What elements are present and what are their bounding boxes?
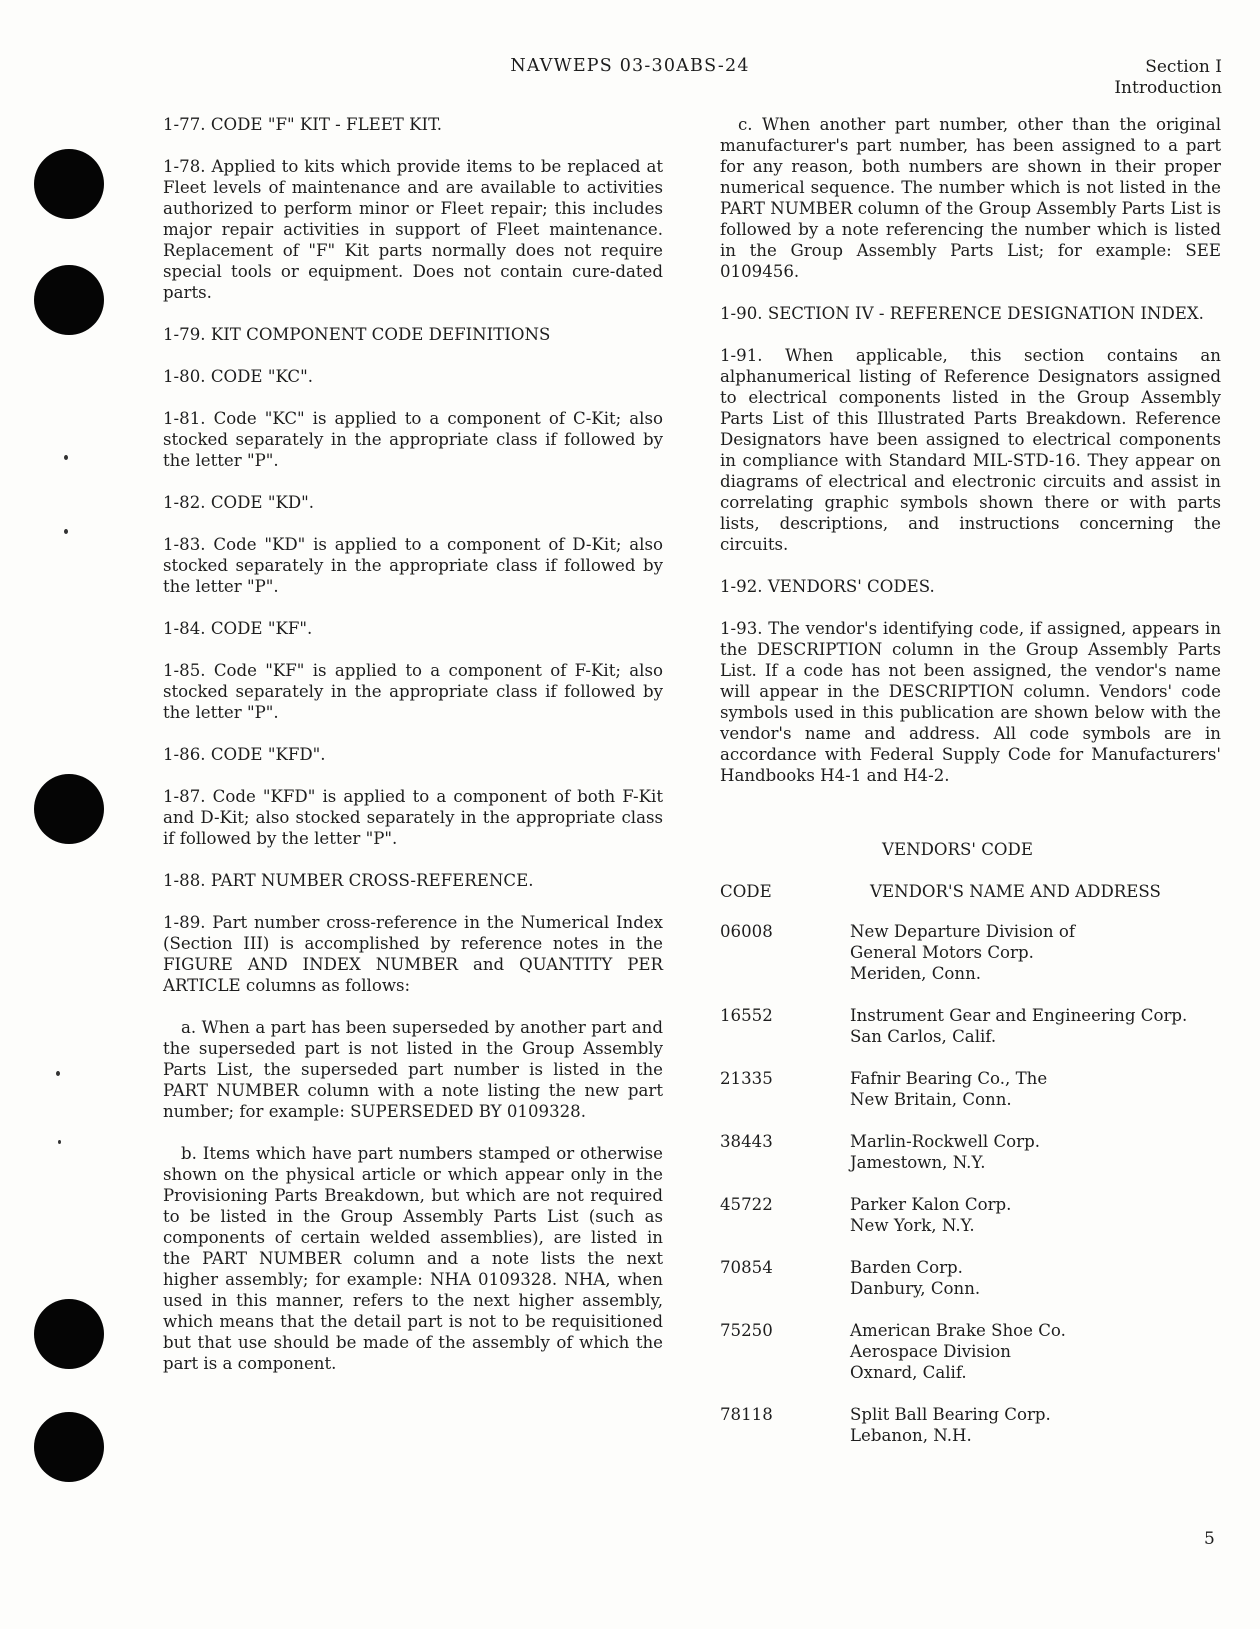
vendor-code: 21335 bbox=[720, 1069, 773, 1088]
vendor-code: 70854 bbox=[720, 1258, 773, 1277]
vendor-name-address bbox=[850, 1320, 1221, 1404]
table-row bbox=[720, 1131, 1221, 1194]
paragraph-1-89: 1-89. Part number cross-reference in the Numerical Index (Section III) is accomplished by reference notes in the FIGURE AND INDEX NUMBER and QUANTITY PER ARTICLE columns as follows: bbox=[163, 913, 663, 995]
table-row bbox=[720, 921, 1221, 1005]
paragraph-1-93: 1-93. The vendor's identifying code, if assigned, appears in the DESCRIPTION column in the Group Assembly Parts List. If a code has not been assigned, the vendor's name will appear in the DESCRIPTION column. Vendors' code symbols used in this publication are shown below with the vendor's name and address. All code symbols are in accordance with Federal Supply Code for Manufacturers' Handbooks H4-1 and H4-2. bbox=[720, 619, 1221, 785]
paragraph-1-83: 1-83. Code "KD" is applied to a component of D-Kit; also stocked separately in the appropriate class if followed by the letter "P". bbox=[163, 535, 663, 596]
table-row bbox=[720, 1320, 1221, 1404]
vendor-address-line: Lebanon, N.H. bbox=[850, 1426, 972, 1445]
binder-hole bbox=[34, 774, 104, 844]
column-header-name: VENDOR'S NAME AND ADDRESS bbox=[870, 882, 1161, 901]
section-header bbox=[1114, 57, 1222, 99]
vendors-table-title: VENDORS' CODE bbox=[882, 840, 1033, 859]
binder-hole bbox=[34, 149, 104, 219]
vendor-code: 06008 bbox=[720, 922, 773, 941]
vendor-name-address bbox=[850, 1005, 1221, 1068]
heading-1-92: 1-92. VENDORS' CODES. bbox=[720, 577, 935, 596]
column-header-code: CODE bbox=[720, 882, 772, 901]
table-row bbox=[720, 1404, 1221, 1467]
page-number: 5 bbox=[1204, 1529, 1215, 1549]
heading-1-86: 1-86. CODE "KFD". bbox=[163, 745, 326, 764]
speck-mark bbox=[64, 455, 68, 460]
vendor-address-line: General Motors Corp. bbox=[850, 943, 1034, 962]
speck-mark bbox=[58, 1140, 61, 1144]
vendor-name-address bbox=[850, 921, 1221, 1005]
paragraph-a: a. When a part has been superseded by another part and the superseded part is not listed in the Group Assembly Parts List, the superseded part number is listed in the PART NUMBER column with a note listing the new part number; for example: SUPERSEDED BY 0109328. bbox=[163, 1018, 663, 1121]
vendor-address-line: Oxnard, Calif. bbox=[850, 1363, 967, 1382]
heading-1-90: 1-90. SECTION IV - REFERENCE DESIGNATION INDEX. bbox=[720, 304, 1204, 323]
vendor-address-line: American Brake Shoe Co. bbox=[850, 1321, 1066, 1340]
paragraph-1-85: 1-85. Code "KF" is applied to a component of F-Kit; also stocked separately in the appropriate class if followed by the letter "P". bbox=[163, 661, 663, 722]
left-column bbox=[163, 114, 663, 1395]
table-row bbox=[720, 1257, 1221, 1320]
vendor-address-line: Fafnir Bearing Co., The bbox=[850, 1069, 1048, 1088]
vendor-address-line: Split Ball Bearing Corp. bbox=[850, 1405, 1051, 1424]
heading-1-80: 1-80. CODE "KC". bbox=[163, 367, 314, 386]
speck-mark bbox=[56, 1071, 60, 1076]
paragraph-1-87: 1-87. Code "KFD" is applied to a component of both F-Kit and D-Kit; also stocked separately in the appropriate class if followed by the letter "P". bbox=[163, 787, 663, 848]
vendor-address-line: Marlin-Rockwell Corp. bbox=[850, 1132, 1040, 1151]
vendor-name-address bbox=[850, 1131, 1221, 1194]
table-row bbox=[720, 1005, 1221, 1068]
vendor-name-address bbox=[850, 1194, 1221, 1257]
vendor-address-line: Parker Kalon Corp. bbox=[850, 1195, 1012, 1214]
document-number: NAVWEPS 03-30ABS-24 bbox=[510, 56, 750, 76]
section-title: Introduction bbox=[1114, 78, 1222, 98]
vendor-address-line: Jamestown, N.Y. bbox=[850, 1153, 986, 1172]
vendor-address-line: Danbury, Conn. bbox=[850, 1279, 981, 1298]
vendor-code: 16552 bbox=[720, 1006, 773, 1025]
table-row bbox=[720, 1068, 1221, 1131]
heading-1-88: 1-88. PART NUMBER CROSS-REFERENCE. bbox=[163, 871, 534, 890]
vendor-code: 75250 bbox=[720, 1321, 773, 1340]
vendor-address-line: Barden Corp. bbox=[850, 1258, 963, 1277]
vendor-address-line: Instrument Gear and Engineering Corp. bbox=[850, 1006, 1188, 1025]
binder-hole bbox=[34, 1299, 104, 1369]
vendor-address-line: New York, N.Y. bbox=[850, 1216, 975, 1235]
paragraph-1-91: 1-91. When applicable, this section contains an alphanumerical listing of Reference Designators assigned to electrical components listed in the Group Assembly Parts List of this Illustrated Parts Breakdown. Reference Designators have been assigned to electrical components in compliance with Standard MIL-STD-16. They appear on diagrams of electrical and electronic circuits and assist in correlating graphic symbols shown there or with parts lists, descriptions, and instructions concerning the circuits. bbox=[720, 346, 1221, 554]
table-header-row bbox=[720, 881, 1221, 921]
binder-hole bbox=[34, 1412, 104, 1482]
vendors-table bbox=[720, 881, 1221, 1467]
right-column bbox=[720, 114, 1221, 1467]
vendor-address-line: New Britain, Conn. bbox=[850, 1090, 1012, 1109]
speck-mark bbox=[64, 529, 68, 534]
vendor-name-address bbox=[850, 1257, 1221, 1320]
vendor-code: 38443 bbox=[720, 1132, 773, 1151]
paragraph-c: c. When another part number, other than the original manufacturer's part number, has been assigned to a part for any reason, both numbers are shown in their proper numerical sequence. The number which is not listed in the PART NUMBER column of the Group Assembly Parts List is followed by a note referencing the number which is listed in the Group Assembly Parts List; for example: SEE 0109456. bbox=[720, 115, 1221, 281]
paragraph-1-78: 1-78. Applied to kits which provide items to be replaced at Fleet levels of maintenance and are available to activities authorized to perform minor or Fleet repair; this includes major repair activities in support of Fleet maintenance. Replacement of "F" Kit parts normally does not require special tools or equipment. Does not contain cure-dated parts. bbox=[163, 157, 663, 302]
heading-1-84: 1-84. CODE "KF". bbox=[163, 619, 313, 638]
table-row bbox=[720, 1194, 1221, 1257]
vendor-name-address bbox=[850, 1404, 1221, 1467]
paragraph-b: b. Items which have part numbers stamped or otherwise shown on the physical article or which appear only in the Provisioning Parts Breakdown, but which are not required to be listed in the Group Assembly Parts List (such as components of certain welded assemblies), are listed in the PART NUMBER column and a note lists the next higher assembly; for example: NHA 0109328. NHA, when used in this manner, refers to the next higher assembly, which means that the detail part is not to be requisitioned but that use should be made of the assembly of which the part is a component. bbox=[163, 1144, 663, 1373]
binder-hole bbox=[34, 265, 104, 335]
vendor-code: 45722 bbox=[720, 1195, 773, 1214]
heading-1-77: 1-77. CODE "F" KIT - FLEET KIT. bbox=[163, 115, 443, 134]
paragraph-1-81: 1-81. Code "KC" is applied to a component of C-Kit; also stocked separately in the appropriate class if followed by the letter "P". bbox=[163, 409, 663, 470]
vendor-address-line: New Departure Division of bbox=[850, 922, 1075, 941]
section-label: Section I bbox=[1145, 57, 1222, 77]
heading-1-79: 1-79. KIT COMPONENT CODE DEFINITIONS bbox=[163, 325, 551, 344]
heading-1-82: 1-82. CODE "KD". bbox=[163, 493, 315, 512]
vendor-address-line: Meriden, Conn. bbox=[850, 964, 982, 983]
vendor-name-address bbox=[850, 1068, 1221, 1131]
vendor-address-line: Aerospace Division bbox=[850, 1342, 1011, 1361]
vendor-code: 78118 bbox=[720, 1405, 773, 1424]
vendor-address-line: San Carlos, Calif. bbox=[850, 1027, 997, 1046]
